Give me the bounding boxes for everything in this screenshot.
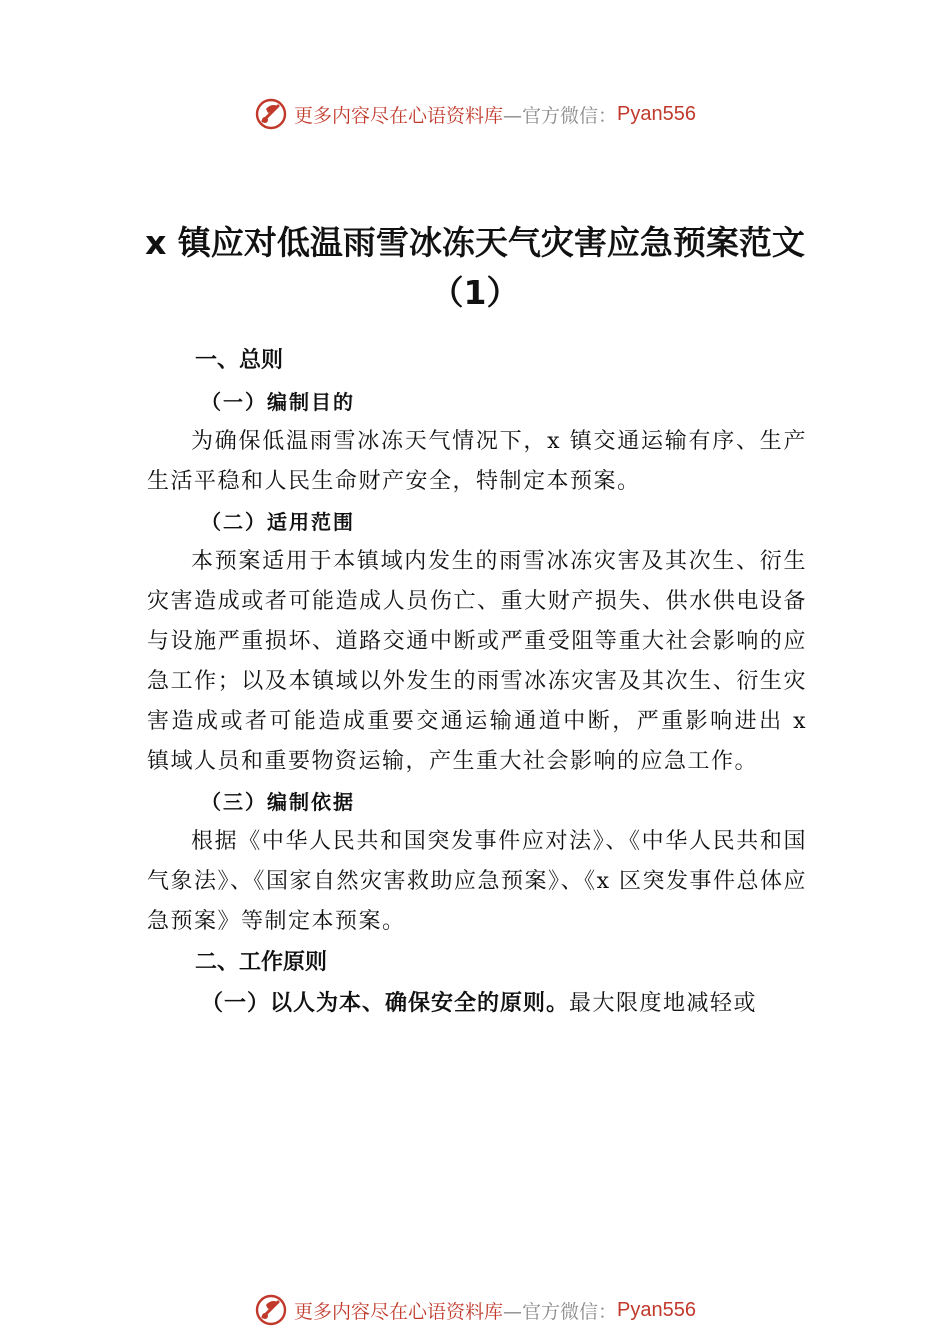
paragraph-2-1-bold: （一）以人为本、确保安全的原则。	[201, 991, 570, 1016]
banner-wechat-id: Pyan556	[617, 102, 696, 125]
document-title: x 镇应对低温雨雪冰冻天气灾害应急预案范文（1）	[145, 223, 805, 312]
banner-gray-text: —官方微信：	[503, 1300, 618, 1323]
footer-banner	[0, 1290, 950, 1330]
logo-icon	[254, 1293, 288, 1327]
banner-red-text: 更多内容尽在心语资料库	[294, 1300, 504, 1323]
header-banner	[0, 94, 950, 134]
document-body	[147, 340, 807, 1024]
banner-red-text: 更多内容尽在心语资料库	[294, 104, 504, 127]
section-heading-2: 二、工作原则	[195, 950, 328, 975]
logo-icon	[254, 97, 288, 131]
paragraph-2-1	[147, 984, 807, 1024]
paragraph-1-1: 为确保低温雨雪冰冻天气情况下，x 镇交通运输有序、生产生活平稳和人民生命财产安全，特制定本预案。	[147, 429, 807, 494]
paragraph-1-3: 根据《中华人民共和国突发事件应对法》、《中华人民共和国气象法》、《国家自然灾害救助应急预案》、《x 区突发事件总体应急预案》等制定本预案。	[147, 829, 807, 934]
banner-wechat-id: Pyan556	[617, 1298, 696, 1321]
banner-gray-text: —官方微信：	[503, 104, 618, 127]
paragraph-1-2: 本预案适用于本镇域内发生的雨雪冰冻灾害及其次生、衍生灾害造成或者可能造成人员伤亡、重大财产损失、供水供电设备与设施严重损坏、道路交通中断或严重受阻等重大社会影响的应急工作；以及本镇域以外发生的雨雪冰冻灾害及其次生、衍生灾害造成或者可能造成重要交通运输通道中断，严重影响进出 x 镇域人员和重要物资运输，产生重大社会影响的应急工作。	[147, 549, 807, 774]
subsection-heading-1-3: （三）编制依据	[201, 790, 355, 814]
section-heading-1: 一、总则	[195, 348, 284, 373]
subsection-heading-1-2: （二）适用范围	[201, 510, 355, 534]
paragraph-2-1-text: 最大限度地减轻或	[569, 991, 758, 1016]
subsection-heading-1-1: （一）编制目的	[201, 390, 355, 414]
